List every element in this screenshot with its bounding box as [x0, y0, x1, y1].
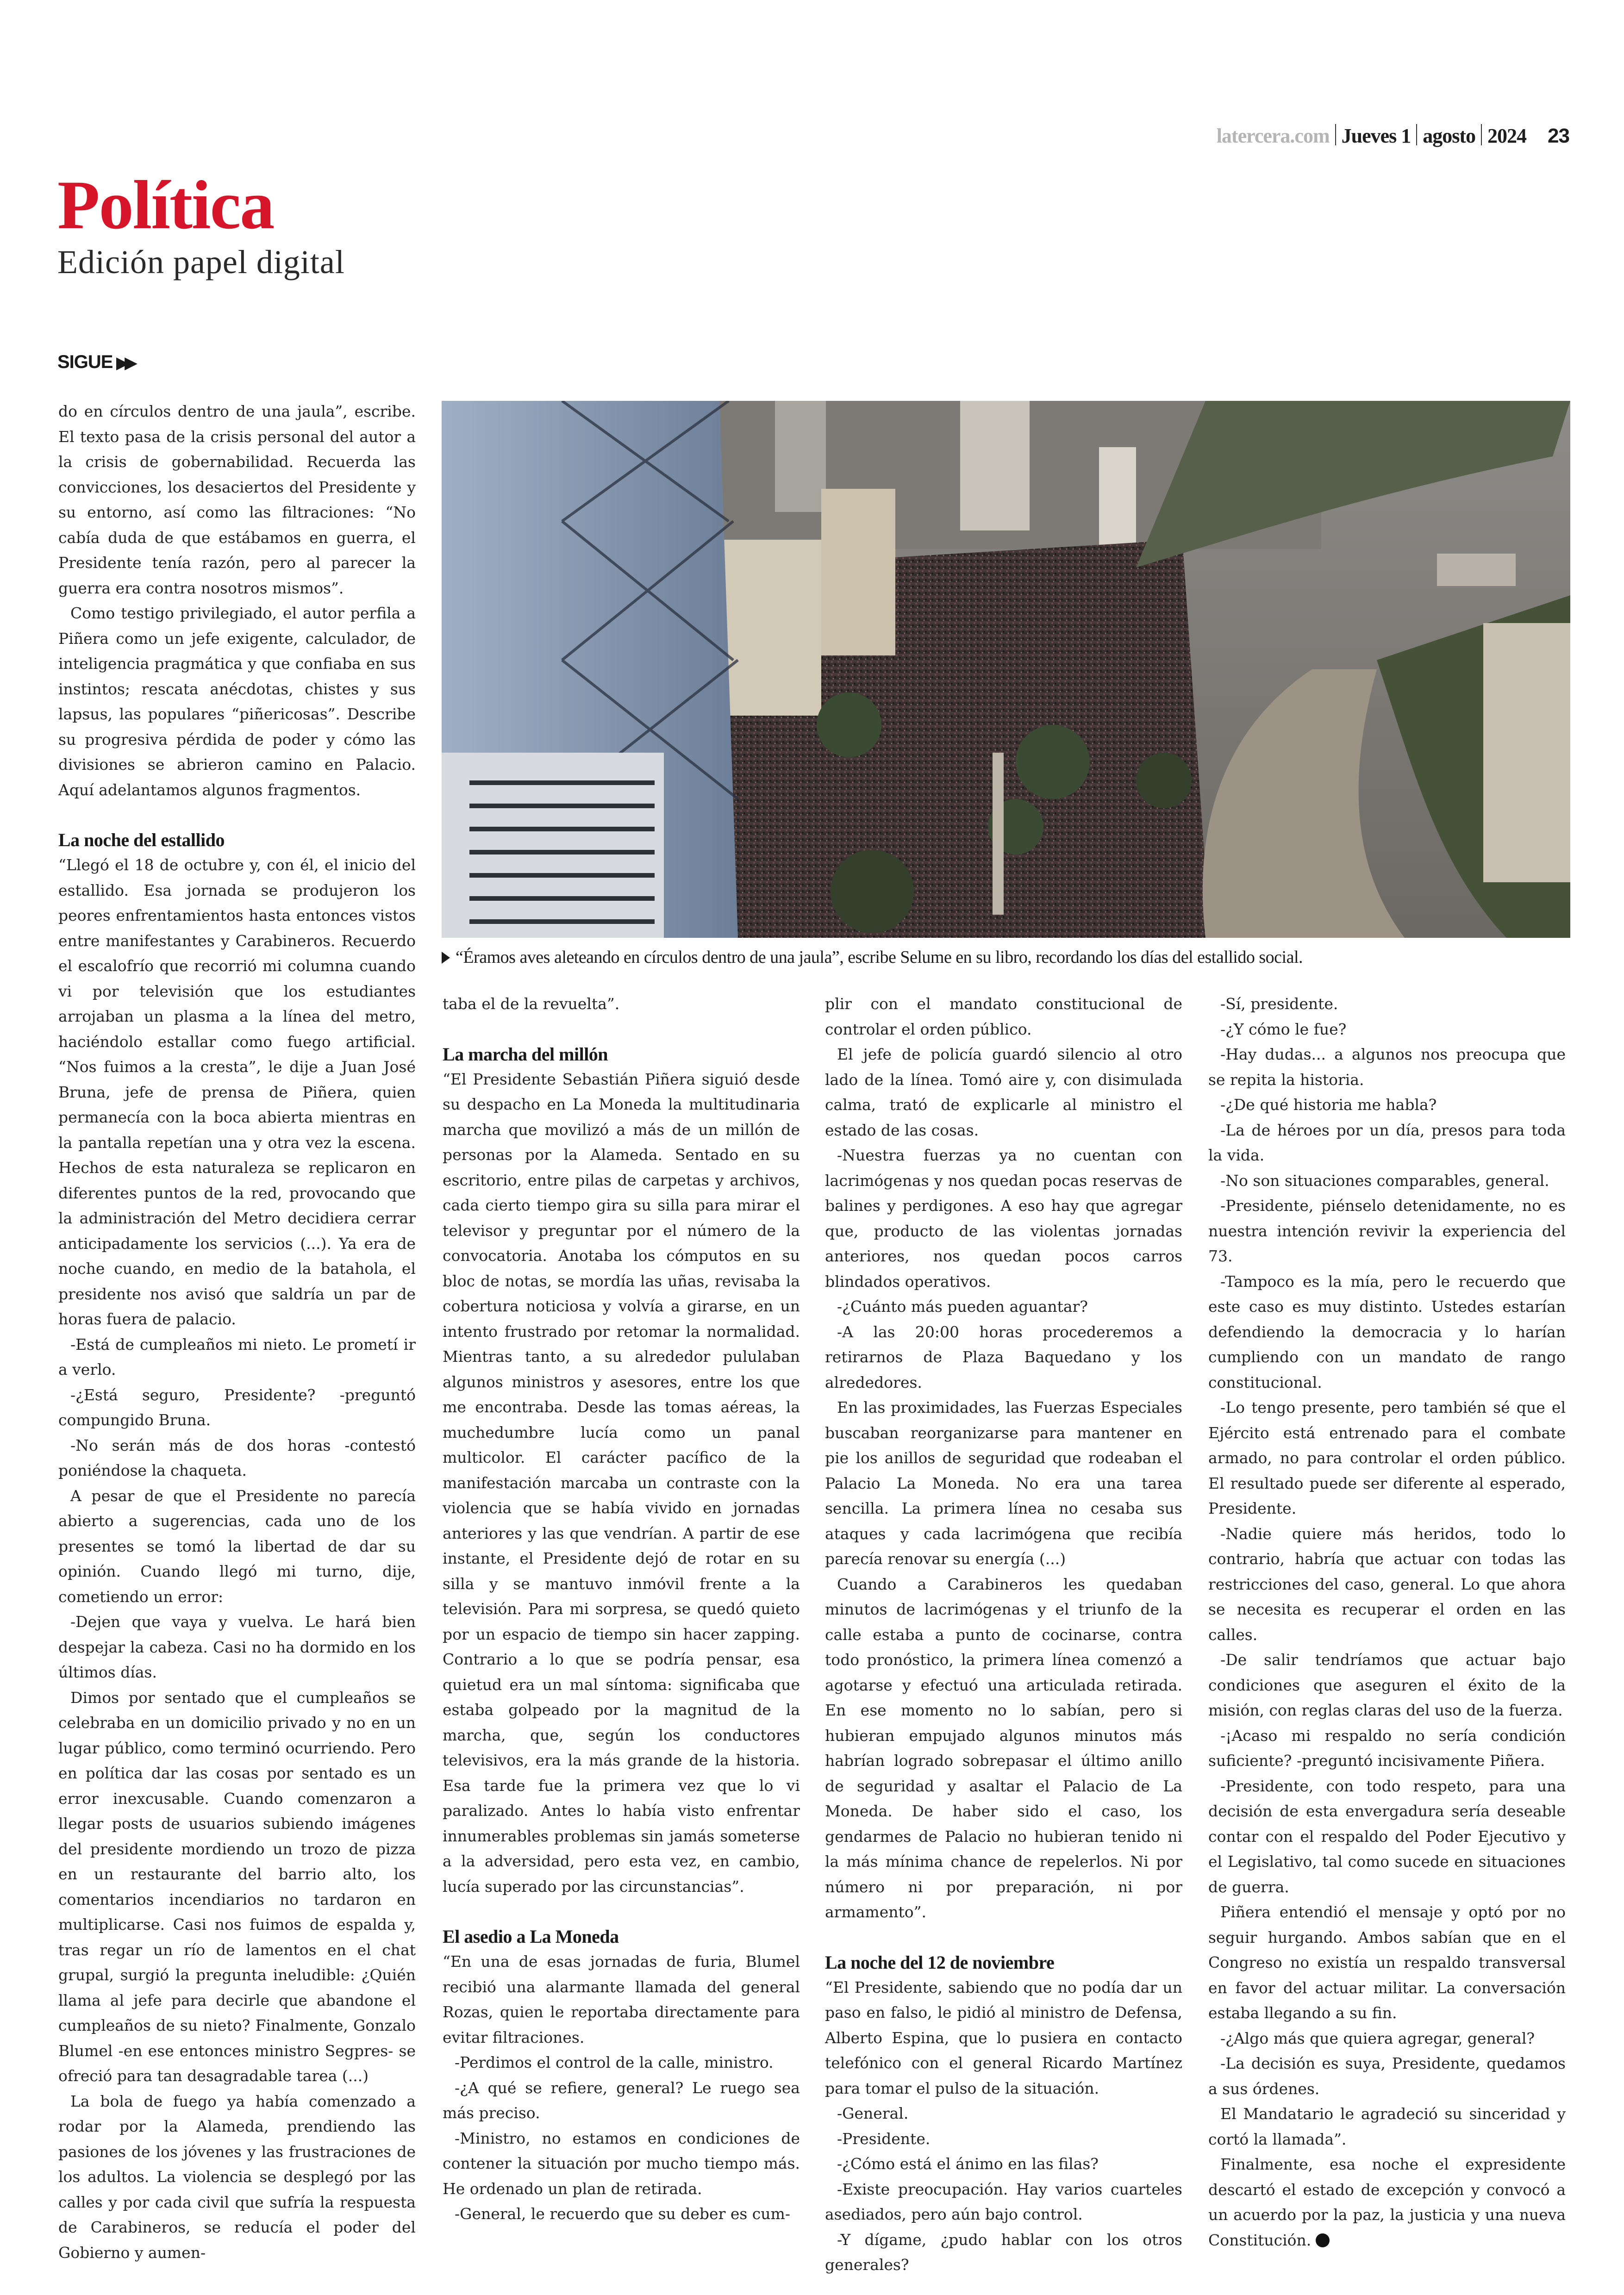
paragraph-text: plir con el mandato constitucional de controlar el orden público. — [825, 995, 1182, 1038]
paragraph — [825, 1042, 1182, 1143]
paragraph-text: -La de héroes por un día, presos para toda la vida. — [1208, 1121, 1566, 1164]
paragraph — [825, 992, 1182, 1042]
paragraph — [443, 992, 800, 1017]
paragraph-text: “El Presidente Sebastián Piñera siguió desde su despacho en La Moneda la multitudinaria marcha que movilizó a más de un millón de personas por la Alameda. Sentado en su escritorio, entre pilas de carpetas y archivos, cada cierto tiempo gira su silla para mirar el televisor y preguntar por el número de la convocatoria. Anotaba los cómputos en su bloc de notas, se mordía las uñas, revisaba la cobertura noticiosa y volvía a girarse, en un intento frustrado por retomar la normalidad. Mientras tanto, a su alrededor pululaban algunos ministros y asesores, entre los que me encontraba. Desde las tomas aéreas, la muchedumbre lucía como un panal multicolor. El carácter pacífico de la manifestación marcaba un contraste con la violencia que se había vivido en jornadas anteriores y las que vendrían. A partir de ese instante, el Presidente dejó de rotar en su silla y se mantuvo inmóvil frente a la televisión. Para mi sorpresa, se quedó quieto por un espacio de tiempo sin hacer zapping. Contrario a lo que se podría pensar, esa quietud era un mal síntoma: significaba que estaba golpeado por la magnitud de la marcha, que, según los conductores televisivos, era la más grande de la historia. Esa tarde fue la primera vez que lo vi paralizado. Antes lo había visto enfrentar innumerables problemas sin jamás someterse a la adversidad, pero esta vez, en cambio, lucía superado por las circunstancias”. — [443, 1070, 800, 1896]
crowd-aerial-image — [442, 401, 1570, 938]
paragraph — [825, 2152, 1182, 2177]
paragraph-text: “El Presidente, sabiendo que no podía dar un paso en falso, le pidió al ministro de Defensa, Alberto Espina, que lo pusiera en contacto telefónico con el general Ricardo Martínez para tomar el pulso de la situación. — [825, 1978, 1182, 2097]
paragraph-text: -¿Cuánto más pueden aguantar? — [837, 1297, 1088, 1316]
paragraph-text: -No son situaciones comparables, general. — [1220, 1171, 1549, 1190]
paragraph — [1208, 2026, 1566, 2052]
paragraph-text: -¿De qué historia me habla? — [1220, 1096, 1437, 1114]
paragraph-spacer — [825, 1925, 1182, 1950]
divider — [1416, 124, 1417, 145]
paragraph — [1208, 1774, 1566, 1900]
section-subtitle: Edición papel digital — [57, 243, 345, 281]
paragraph — [1208, 1168, 1566, 1194]
paragraph — [825, 2177, 1182, 2227]
subheading: El asedio a La Moneda — [443, 1926, 619, 1947]
paragraph-text: -Presidente, piénselo detenidamente, no es nuestra intención revivir la experiencia del 73. — [1208, 1197, 1566, 1265]
paragraph — [443, 1949, 800, 2050]
paragraph-text: Como testigo privilegiado, el autor perfila a Piñera como un jefe exigente, calculador, de inteligencia pragmática y que confiaba en sus instintos; rescata anécdotas, chistes y sus lapsus, las populares “piñericosas”. Describe su progresiva pérdida de poder y cómo las divisiones se abrieron camino en Palacio. Aquí adelantamos algunos fragmentos. — [58, 604, 416, 799]
paragraph — [1208, 1900, 1566, 2026]
continue-text: SIGUE — [57, 352, 113, 372]
paragraph-text: -Lo tengo presente, pero también sé que el Ejército está entrenado para el combate armado, no para controlar el orden público. El resultado puede ser diferente al esperado, Presidente. — [1208, 1398, 1566, 1517]
paragraph-text: “Llegó el 18 de octubre y, con él, el inicio del estallido. Esa jornada se produjeron los peores enfrentamientos hasta entonces vistos entre manifestantes y Carabineros. Recuerdo el escalofrío que recorrió mi columna cuando vi por televisión que los estudiantes arrojaban un plasma a la línea del metro, haciéndolo estallar como fuego artificial. “Nos fuimos a la cresta”, le dije a Juan José Bruna, jefe de prensa de Piñera, quien permanecía con la boca abierta mientras en la pantalla repetían una y otra vez la escena. Hechos de esta naturaleza se replicaron en diferentes puntos de la red, provocando que la administración del Metro decidiera cerrar anticipadamente los servicios (...). Ya era de noche cuando, en medio de la batahola, el presidente nos avisó que saldría un par de horas fuera de palacio. — [58, 856, 416, 1328]
paragraph-text: La bola de fuego ya había comenzado a rodar por la Alameda, prendiendo las pasiones de los jóvenes y las frustraciones de los adultos. La violencia se desplegó por las calles y por cada civil que sufría la respuesta de Carabineros, se reducía el poder del Gobierno y aumen- — [58, 2092, 416, 2262]
paragraph-text: -General, le recuerdo que su deber es cum- — [455, 2205, 790, 2223]
paragraph — [1208, 1042, 1566, 1092]
paragraph — [1208, 2051, 1566, 2102]
paragraph — [58, 1383, 416, 1433]
paragraph — [825, 1395, 1182, 1572]
paragraph — [825, 1143, 1182, 1294]
paragraph-text: -General. — [837, 2104, 909, 2122]
end-of-article-icon — [1316, 2233, 1330, 2247]
paragraph-spacer — [443, 1017, 800, 1042]
paragraph-text: -Y dígame, ¿pudo hablar con los otros generales? — [825, 2230, 1182, 2274]
article-column-1 — [58, 399, 416, 2265]
paragraph-text: -De salir tendríamos que actuar bajo condiciones que aseguren el éxito de la misión, con reglas claras del uso de la fuerza. — [1208, 1651, 1566, 1719]
paragraph — [1208, 1118, 1566, 1168]
paragraph-text: -Presidente. — [837, 2129, 931, 2148]
paragraph-text: -¿Y cómo le fue? — [1220, 1020, 1347, 1038]
paragraph-text: do en círculos dentro de una jaula”, escribe. El texto pasa de la crisis personal del autor a la crisis de gobernabilidad. Recuerda las convicciones, los desaciertos del Presidente y su entorno, así como las filtraciones: “No cabía duda de que estábamos en guerra, el Presidente tenía razón, pero al parecer la guerra era contra nosotros mismos”. — [58, 402, 416, 597]
paragraph — [825, 2227, 1182, 2278]
paragraph-text: -Sí, presidente. — [1220, 995, 1338, 1013]
paragraph — [825, 1320, 1182, 1396]
paragraph — [443, 2126, 800, 2202]
paragraph-text: -¿Está seguro, Presidente? -preguntó compungido Bruna. — [58, 1385, 416, 1429]
paragraph-text: -Está de cumpleaños mi nieto. Le prometí ir a verlo. — [58, 1335, 416, 1378]
paragraph-text: Cuando a Carabineros les quedaban minutos de lacrimógenas y el triunfo de la calle estaba a punto de cocinarse, contra todo pronóstico, la primera línea comenzó a agotarse y efectuó una articulada retirada. En ese momento no lo sabían, pero si hubieran empujado algunos minutos más habrían logrado sobrepasar el último anillo de seguridad y asaltar el Palacio de La Moneda. De haber sido el caso, los gendarmes de Palacio no hubieran tenido ni la más mínima chance de repelerlos. Ni por número ni por preparación, ni por armamento”. — [825, 1575, 1182, 1921]
paragraph-text: -¡Acaso mi respaldo no sería condición suficiente? -preguntó incisivamente Piñera. — [1208, 1726, 1566, 1770]
paragraph — [58, 601, 416, 803]
paragraph — [1208, 2152, 1566, 2253]
year: 2024 — [1487, 125, 1527, 147]
paragraph — [1208, 1017, 1566, 1042]
paragraph-text: El jefe de policía guardó silencio al otro lado de la línea. Tomó aire y, con disimulada calma, trató de explicarle al ministro el estado de las cosas. — [825, 1045, 1182, 1139]
paragraph-text: -No serán más de dos horas -contestó poniéndose la chaqueta. — [58, 1436, 416, 1479]
paragraph-text: -La decisión es suya, Presidente, quedamos a sus órdenes. — [1208, 2054, 1566, 2098]
paragraph-text: -Tampoco es la mía, pero le recuerdo que este caso es muy distinto. Ustedes estarían defendiendo la democracia y lo harían cumpliendo con un mandato de rango constitucional. — [1208, 1272, 1566, 1391]
paragraph-text: -Dejen que vaya y vuelva. Le hará bien despejar la cabeza. Casi no ha dormido en los últimos días. — [58, 1613, 416, 1681]
paragraph — [1208, 992, 1566, 1017]
page-number: 23 — [1548, 125, 1569, 147]
paragraph-text: -Hay dudas... a algunos nos preocupa que se repita la historia. — [1208, 1045, 1566, 1089]
paragraph — [825, 1572, 1182, 1925]
paragraph — [443, 1067, 800, 1900]
paragraph — [1208, 1269, 1566, 1396]
paragraph-spacer — [443, 1899, 800, 1924]
triangle-bullet-icon — [442, 952, 450, 964]
paragraph-text: -Nuestra fuerzas ya no cuentan con lacrimógenas y nos quedan pocas reservas de balines y perdigones. A eso hay que agregar que, producto de las violentas jornadas anteriores, nos quedan pocos carros blindados operativos. — [825, 1146, 1182, 1291]
paragraph — [58, 1609, 416, 1685]
section-title: Política — [57, 167, 274, 243]
divider — [1335, 124, 1336, 145]
paragraph — [825, 2127, 1182, 2152]
paragraph — [1208, 1522, 1566, 1648]
continue-label — [57, 352, 133, 373]
paragraph — [1208, 1723, 1566, 1774]
weekday: Jueves 1 — [1341, 125, 1411, 147]
site-name[interactable]: latercera.com — [1216, 125, 1330, 147]
paragraph-text: -A las 20:00 horas procederemos a retirarnos de Plaza Baquedano y los alrededores. — [825, 1322, 1182, 1391]
paragraph — [58, 2089, 416, 2266]
paragraph-text: “En una de esas jornadas de furia, Blumel recibió una alarmante llamada del general Rozas, quien le reportaba directamente para evitar filtraciones. — [443, 1952, 800, 2046]
paragraph-text: En las proximidades, las Fuerzas Especiales buscaban reorganizarse para mantener en pie los anillos de seguridad que rodeaban el Palacio La Moneda. No era una tarea sencilla. La primera línea no cesaba sus ataques y cada lacrimógena que recibía parecía renovar su energía (...) — [825, 1398, 1182, 1568]
paragraph — [58, 1332, 416, 1383]
paragraph — [58, 1433, 416, 1484]
caption-text: “Éramos aves aleteando en círculos dentro de una jaula”, escribe Selume en su libro, recordando los días del estallido social. — [456, 948, 1303, 967]
paragraph — [443, 2050, 800, 2076]
paragraph — [1208, 1647, 1566, 1723]
paragraph-text: El Mandatario le agradeció su sinceridad y cortó la llamada”. — [1208, 2105, 1566, 2148]
paragraph — [825, 1975, 1182, 2102]
paragraph — [1208, 2102, 1566, 2152]
paragraph — [58, 1685, 416, 2089]
paragraph-text: taba el de la revuelta”. — [443, 995, 620, 1013]
paragraph-text: -¿Cómo está el ánimo en las filas? — [837, 2155, 1099, 2173]
paragraph — [443, 2201, 800, 2227]
subheading: La noche del 12 de noviembre — [825, 1952, 1055, 1973]
subheading: La marcha del millón — [443, 1043, 608, 1065]
paragraph-text: Finalmente, esa noche el expresidente descartó el estado de excepción y convocó a un acuerdo por la paz, la justicia y una nueva Constitución. — [1208, 2155, 1566, 2249]
photo-caption — [442, 947, 1303, 967]
page-folio — [1217, 124, 1569, 148]
paragraph — [825, 2101, 1182, 2127]
paragraph-text: -Perdimos el control de la calle, ministro. — [455, 2053, 774, 2071]
paragraph — [1208, 1395, 1566, 1522]
paragraph — [58, 1484, 416, 1610]
paragraph-text: Dimos por sentado que el cumpleaños se celebraba en un domicilio privado y no en un lugar público, como terminó ocurriendo. Pero en política dar las cosas por sentado es un error inexcusable. Cuando comenzaron a llegar posts de usuarios subiendo imágenes del presidente mordiendo un trozo de pizza en un restaurante del barrio alto, los comentarios incendiarios no tardaron en multiplicarse. Casi nos fuimos de espalda y, tras regar un río de lamentos en el chat grupal, surgió la pregunta ineludible: ¿Quién llama al jefe para decirle que abandone el cumpleaños de su nieto? Finalmente, Gonzalo Blumel -en ese entonces ministro Segpres- se ofreció para tan desagradable tarea (...) — [58, 1688, 416, 2085]
paragraph — [58, 853, 416, 1332]
paragraph — [1208, 1193, 1566, 1269]
paragraph-text: -¿Algo más que quiera agregar, general? — [1220, 2029, 1535, 2047]
article-column-3 — [825, 992, 1182, 2278]
paragraph — [1208, 1092, 1566, 1118]
paragraph-spacer — [58, 803, 416, 828]
article-column-4 — [1208, 992, 1566, 2253]
article-photo — [442, 401, 1570, 938]
subheading: La noche del estallido — [58, 829, 225, 850]
double-play-arrow-icon: ▶▶ — [116, 354, 133, 372]
paragraph-text: -Presidente, con todo respeto, para una decisión de esta envergadura sería deseable contar con el respaldo del Poder Ejecutivo y el Legislativo, tal como sucede en situaciones de guerra. — [1208, 1777, 1566, 1896]
paragraph-text: -Nadie quiere más heridos, todo lo contrario, habría que actuar con todas las restricciones del caso, general. Lo que ahora se necesita es recuperar el orden en las calles. — [1208, 1524, 1566, 1644]
paragraph-text: -¿A qué se refiere, general? Le ruego sea más preciso. — [443, 2078, 800, 2122]
paragraph — [58, 399, 416, 601]
paragraph-text: -Ministro, no estamos en condiciones de contener la situación por mucho tiempo más. He ordenado un plan de retirada. — [443, 2129, 800, 2198]
paragraph — [825, 1294, 1182, 1320]
month: agosto — [1423, 125, 1476, 147]
paragraph — [443, 2076, 800, 2126]
paragraph-text: -Existe preocupación. Hay varios cuarteles asediados, pero aún bajo control. — [825, 2180, 1182, 2223]
paragraph-text: A pesar de que el Presidente no parecía abierto a sugerencias, cada uno de los presentes se tomó la libertad de dar su opinión. Cuando llegó mi turno, dije, cometiendo un error: — [58, 1486, 416, 1606]
divider — [1481, 124, 1482, 145]
paragraph-text: Piñera entendió el mensaje y optó por no seguir hurgando. Ambos sabían que en el Congreso no existía un respaldo transversal en favor del actuar militar. La conversación estaba llegando a su fin. — [1208, 1903, 1566, 2022]
article-column-2 — [443, 992, 800, 2227]
